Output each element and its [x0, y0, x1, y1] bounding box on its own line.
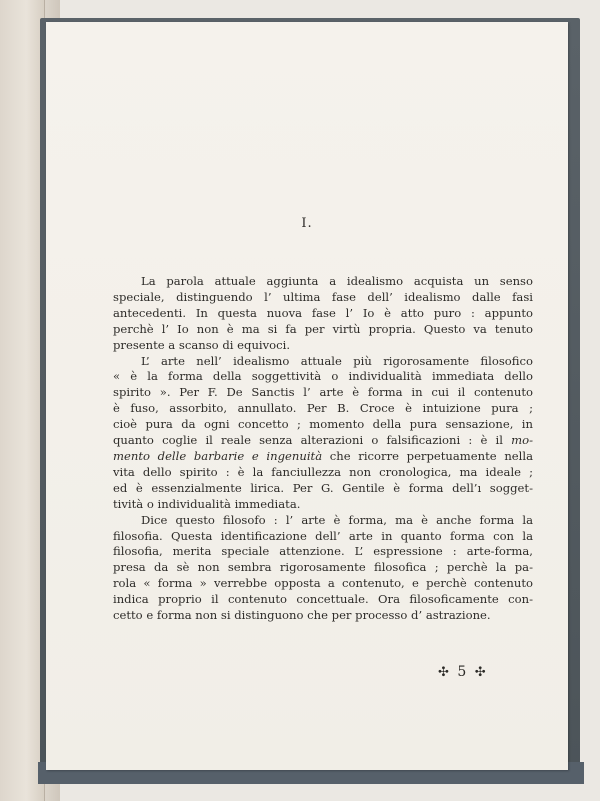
italic-segment: mento delle barbarie e ingenuità [113, 448, 323, 463]
text-line: speciale, distinguendo l’ ultima fase dell’ idealismo dalle fasi [113, 289, 533, 304]
book-page [46, 22, 568, 770]
text-line-mixed [113, 449, 533, 465]
text-line: cioè pura da ogni concetto ; momento della pura sensazione, in [113, 417, 533, 432]
body-text [113, 274, 533, 624]
paragraph-2 [113, 354, 533, 513]
text-line: perchè l’ Io non è ma si fa per virtù propria. Questo va tenuto [113, 321, 533, 336]
ornament-icon: ✣ [474, 665, 488, 680]
text-line: ed è essenzialmente lirica. Per G. Gentile è forma dell’ı sogget- [113, 480, 533, 495]
text-line: vita dello spirito : è la fanciullezza non cronologica, ma ideale ; [113, 464, 533, 479]
text-line: antecedenti. In questa nuova fase l’ Io è atto puro : appunto [113, 305, 533, 320]
text-line: L’ arte nell’ idealismo attuale più rigorosamente filosofico [141, 353, 533, 368]
text-line: « è la forma della soggettività o individualità immediata dello [113, 369, 533, 384]
text-line: Dice questo filosofo : l’ arte è forma, ma è anche forma la [141, 512, 533, 527]
ornament-icon: ✣ [438, 665, 451, 680]
text-line: filosofia, merita speciale attenzione. L’ espressione : arte-forma, [113, 544, 533, 559]
text-segment: che ricorre perpetuamente nella [329, 448, 533, 463]
text-line: presa da sè non sembra rigorosamente filosofica ; perchè la pa- [113, 560, 533, 575]
paragraph-3 [113, 513, 533, 624]
text-line: rola « forma » verrebbe opposta a contenuto, e perchè contenuto [113, 576, 533, 591]
text-segment: quanto coglie il reale senza alterazioni o falsificazioni : è il [113, 433, 503, 448]
text-line: indica proprio il contenuto concettuale. Ora filosoficamente con- [113, 592, 533, 607]
text-line-mixed [113, 433, 533, 449]
text-line: tività o individualità immediata. [113, 496, 301, 511]
text-line: spirito ». Per F. De Sanctis l’ arte è forma in cui il contenuto [113, 385, 533, 400]
italic-segment: mo- [511, 433, 534, 448]
text-line: presente a scanso di equivoci. [113, 337, 291, 352]
text-line: cetto e forma non si distinguono che per processo d’ astrazione. [113, 608, 491, 623]
paragraph-1 [113, 274, 533, 354]
chapter-heading: I. [301, 216, 313, 231]
text-line: filosofia. Questa identificazione dell’ arte in quanto forma con la [113, 528, 533, 543]
left-cover-edge [0, 0, 45, 801]
page-number [438, 664, 488, 680]
page-number-value: 5 [457, 664, 469, 680]
text-line: è fuso, assorbito, annullato. Per B. Croce è intuizione pura ; [113, 401, 533, 416]
text-line: La parola attuale aggiunta a idealismo acquista un senso [141, 274, 533, 288]
